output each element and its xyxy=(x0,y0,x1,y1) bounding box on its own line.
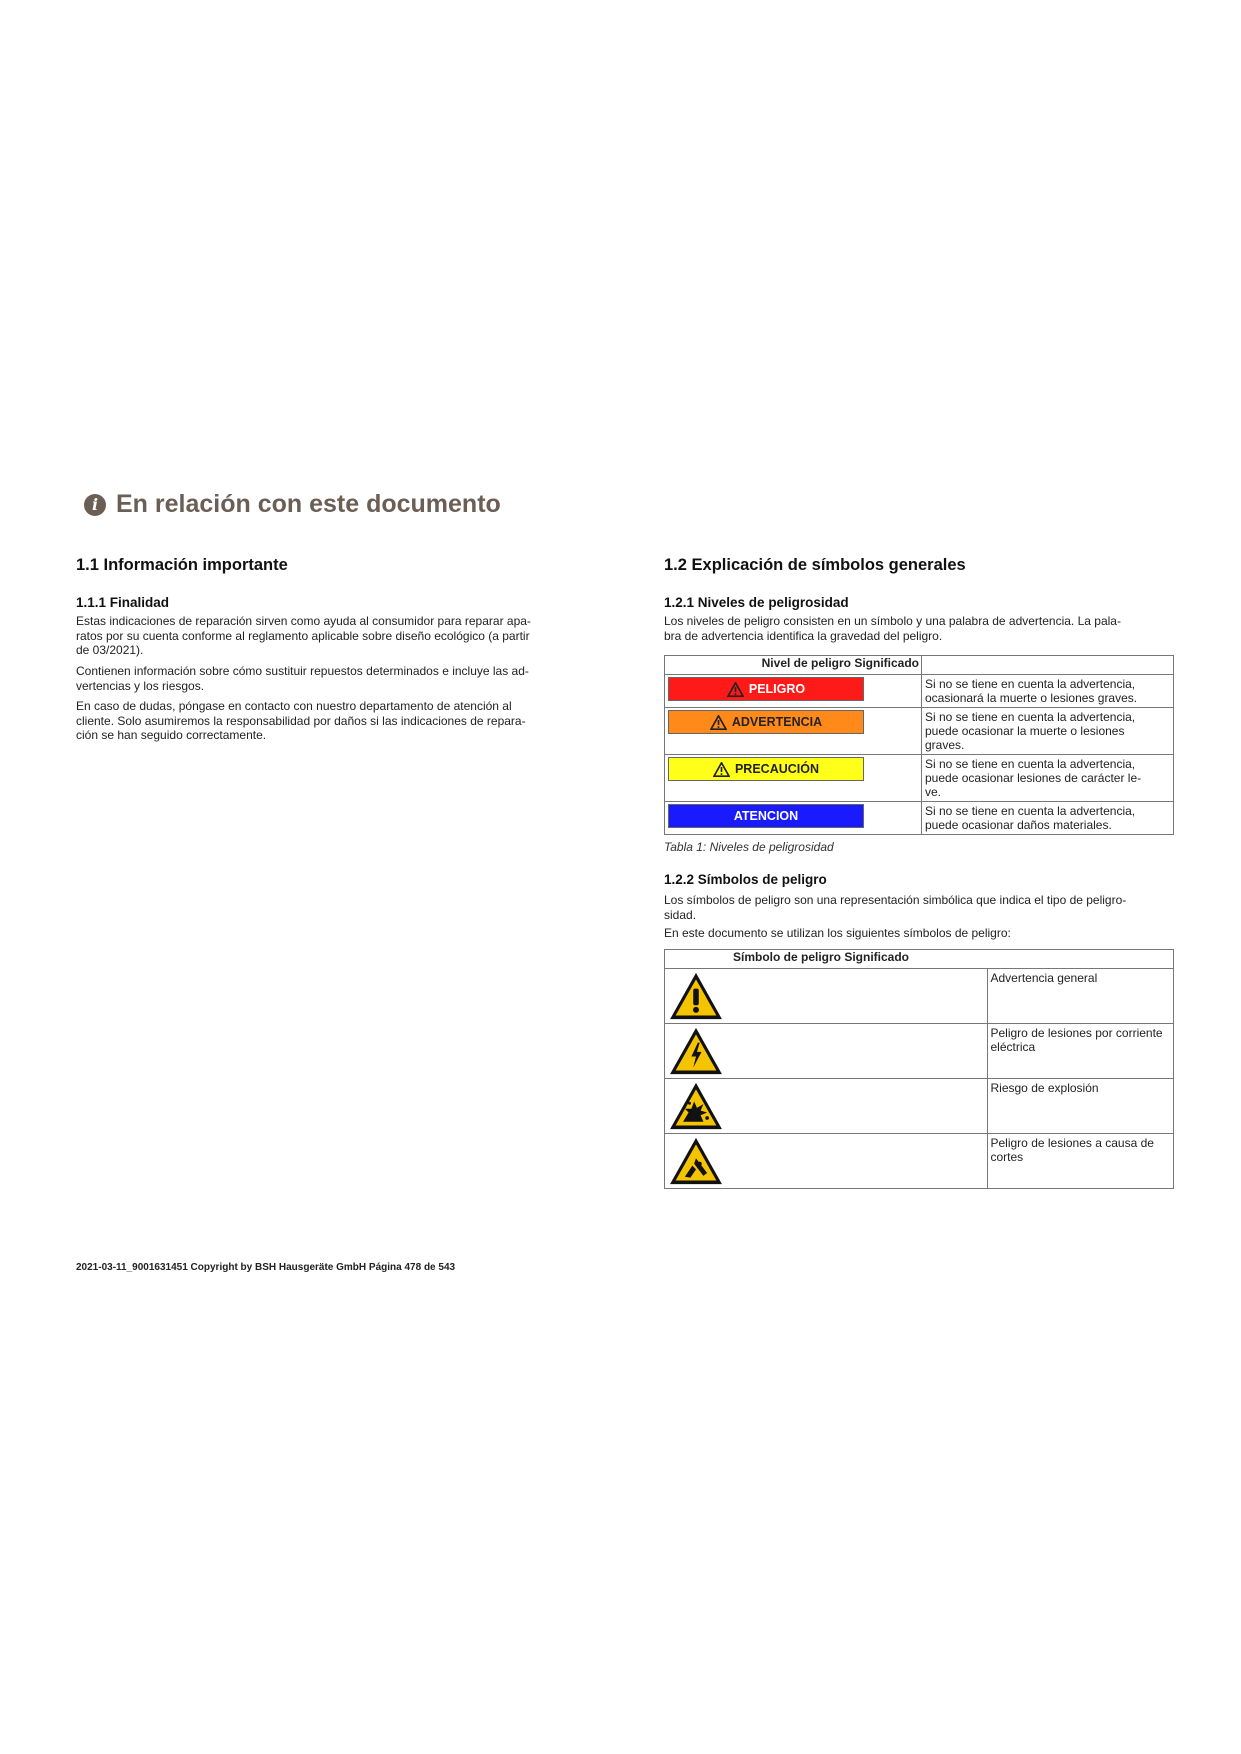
table-header-row xyxy=(665,950,1174,969)
subsection-title-1-2-2: 1.2.2 Símbolos de peligro xyxy=(664,872,827,887)
table-row xyxy=(665,1024,1174,1079)
subsection-title-1-2-1: 1.2.1 Niveles de peligrosidad xyxy=(664,595,849,610)
meaning-cell: Peligro de lesiones a causa de cortes xyxy=(987,1134,1174,1189)
table-row xyxy=(665,969,1174,1024)
notice-badge: ATENCION xyxy=(668,804,864,828)
table-row xyxy=(665,802,1174,835)
symbols-intro: Los símbolos de peligro son una representación simbólica que indica el tipo de peligro- sidad. xyxy=(664,893,1127,922)
caution-badge: PRECAUCIÓN xyxy=(668,757,864,781)
symbols-intro-2: En este documento se utilizan los siguientes símbolos de peligro: xyxy=(664,926,1011,940)
warning-badge: ADVERTENCIA xyxy=(668,710,864,734)
meaning-cell: Advertencia general xyxy=(987,969,1174,1024)
section-title-1-2: 1.2 Explicación de símbolos generales xyxy=(664,556,966,574)
meaning-cell: Si no se tiene en cuenta la advertencia, puede ocasionar lesiones de carácter le- ve. xyxy=(922,755,1174,802)
meaning-cell: Riesgo de explosión xyxy=(987,1079,1174,1134)
table-row xyxy=(665,1079,1174,1134)
chapter-title xyxy=(84,490,501,519)
cut-hazard-icon xyxy=(668,1136,724,1186)
danger-badge: PELIGRO xyxy=(668,677,864,701)
subsection-title-1-1-1: 1.1.1 Finalidad xyxy=(76,595,170,610)
explosion-icon xyxy=(668,1081,724,1131)
warning-triangle-icon xyxy=(710,715,727,730)
paragraph-3: En caso de dudas, póngase en contacto con nuestro departamento de atención al cliente. Solo asumiremos la responsabilidad por daños si las indicaciones de repara- ción se han seguido correctamente. xyxy=(76,699,526,742)
paragraph-1: Estas indicaciones de reparación sirven como ayuda al consumidor para reparar apa- ratos por su cuenta conforme al reglamento aplicable sobre diseño ecológico (a partir de 03/2021). xyxy=(76,614,531,657)
section-title-1-1: 1.1 Información importante xyxy=(76,556,288,574)
info-icon: i xyxy=(84,494,106,516)
table-caption: Tabla 1: Niveles de peligrosidad xyxy=(664,840,834,854)
table-header: Símbolo de peligro Significado xyxy=(665,950,988,969)
chapter-title-text: En relación con este documento xyxy=(116,490,501,518)
electric-shock-icon xyxy=(668,1026,724,1076)
table-header-row xyxy=(665,656,1174,675)
meaning-cell: Si no se tiene en cuenta la advertencia, puede ocasionar la muerte o lesiones graves. xyxy=(922,708,1174,755)
table-row xyxy=(665,1134,1174,1189)
warning-triangle-icon xyxy=(727,682,744,697)
hazard-symbols-table xyxy=(664,949,1174,1189)
paragraph-2: Contienen información sobre cómo sustituir repuestos determinados e incluye las ad- vertencias y los riesgos. xyxy=(76,664,529,693)
general-warning-icon xyxy=(668,971,724,1021)
table-row xyxy=(665,708,1174,755)
warning-triangle-icon xyxy=(713,762,730,777)
meaning-cell: Si no se tiene en cuenta la advertencia, puede ocasionar daños materiales. xyxy=(922,802,1174,835)
meaning-cell: Si no se tiene en cuenta la advertencia, ocasionará la muerte o lesiones graves. xyxy=(922,675,1174,708)
levels-intro: Los niveles de peligro consisten en un símbolo y una palabra de advertencia. La pala- bra de advertencia identifica la gravedad del peligro. xyxy=(664,614,1121,643)
table-row xyxy=(665,755,1174,802)
table-row xyxy=(665,675,1174,708)
table-header: Nivel de peligro Significado xyxy=(665,656,922,675)
danger-levels-table xyxy=(664,655,1174,835)
meaning-cell: Peligro de lesiones por corriente eléctrica xyxy=(987,1024,1174,1079)
page-footer: 2021-03-11_9001631451 Copyright by BSH Hausgeräte GmbH Página 478 de 543 xyxy=(76,1262,456,1273)
